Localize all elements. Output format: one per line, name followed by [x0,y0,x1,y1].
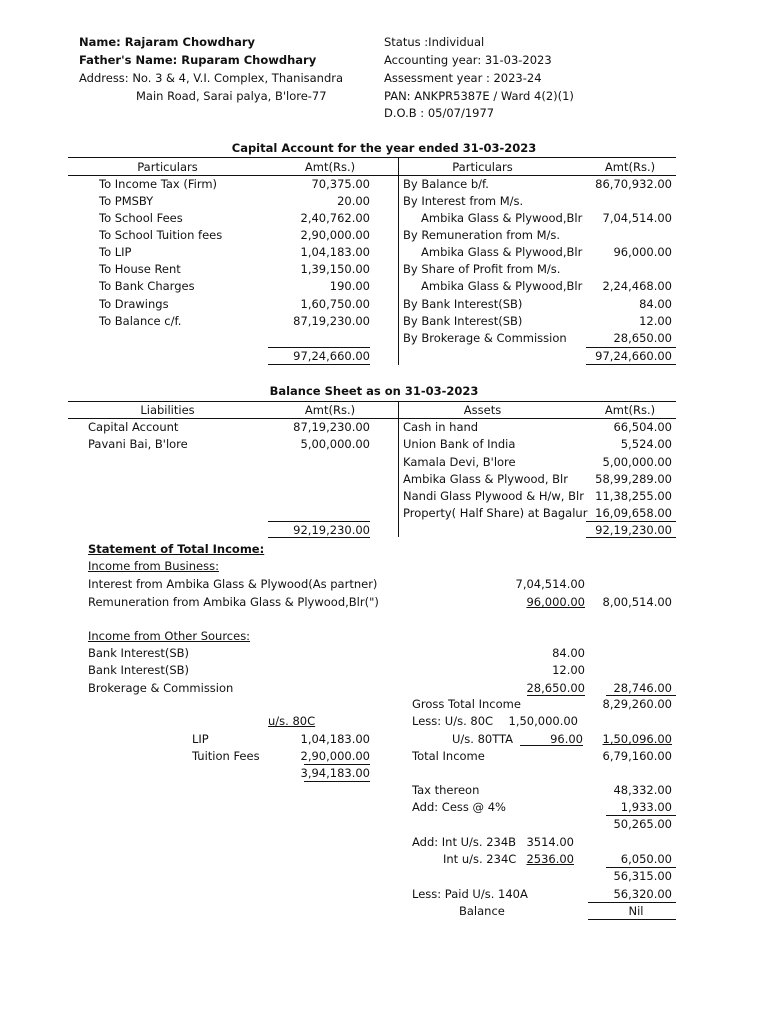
tax-cess-total: 50,265.00 [613,817,672,831]
date-of-birth: D.O.B : 05/07/1977 [384,106,495,120]
balance-header-top-rule [68,401,676,402]
balance-left-total-rule [268,521,370,522]
asset-amount: 11,38,255.00 [595,489,672,503]
capital-left-amount: 1,04,183.00 [300,245,370,259]
asset-label: Ambika Glass & Plywood, Blr [403,472,568,486]
balance-col-amt-left: Amt(Rs.) [304,403,356,417]
balance-total-right: 92,19,230.00 [595,523,672,537]
capital-right-label: Ambika Glass & Plywood,Blr [421,279,583,293]
status: Status :Individual [384,35,485,49]
interest-total-rule [606,867,676,868]
bank-interest-1-amount: 84.00 [552,646,585,660]
capital-right-label: By Interest from M/s. [403,194,524,208]
capital-right-label: By Balance b/f. [403,177,489,191]
total-income-label: Total Income [412,749,485,763]
80c-heading: u/s. 80C [268,714,316,728]
capital-right-amount: 84.00 [639,297,672,311]
tuition-label: Tuition Fees [192,749,260,763]
less-80c-amount: 1,50,000.00 [508,714,578,728]
business-total: 8,00,514.00 [602,595,672,609]
capital-right-label: By Brokerage & Commission [403,331,567,345]
lip-amount: 1,04,183.00 [300,732,370,746]
gross-total-income-label: Gross Total Income [412,697,521,711]
capital-left-label: To Income Tax (Firm) [99,177,218,191]
capital-left-total-rule [268,347,370,348]
capital-left-amount: 190.00 [329,279,370,293]
liability-amount: 87,19,230.00 [293,420,370,434]
capital-header-bottom-rule [68,175,676,176]
address-line-1: Address: No. 3 & 4, V.I. Complex, Thanisandra [79,71,344,85]
father-name: Father's Name: Ruparam Chowdhary [79,53,317,67]
capital-account-title: Capital Account for the year ended 31-03-2023 [231,141,537,155]
asset-label: Kamala Devi, B'lore [403,455,516,469]
balance-rule [588,902,676,903]
cess-amount: 1,933.00 [620,800,672,814]
asset-label: Union Bank of India [403,437,516,451]
asset-label: Nandi Glass Plywood & H/w, Blr [403,489,584,503]
liability-amount: 5,00,000.00 [300,437,370,451]
capital-total-left: 97,24,660.00 [293,349,370,363]
gross-total-income-amount: 8,29,260.00 [602,697,672,711]
80c-total: 3,94,183.00 [300,766,370,780]
capital-right-label: By Share of Profit from M/s. [403,262,561,276]
80tta-amount: 96.00 [550,732,583,746]
balance-underline [588,919,676,920]
other-sources-total: 28,746.00 [613,681,672,695]
other-sources-heading: Income from Other Sources: [88,629,251,643]
assessment-year: Assessment year : 2023-24 [384,71,542,85]
tax-label: Tax thereon [412,783,480,797]
capital-left-amount: 2,40,762.00 [300,211,370,225]
capital-right-amount: 28,650.00 [613,331,672,345]
deduction-rule [520,745,583,746]
capital-right-label: By Bank Interest(SB) [403,297,523,311]
int-234b-amount: 3514.00 [526,835,574,849]
bank-interest-2-label: Bank Interest(SB) [88,663,190,677]
liability-label: Capital Account [88,420,179,434]
accounting-year: Accounting year: 31-03-2023 [384,53,552,67]
balance-header-bottom-rule [68,418,676,419]
capital-right-amount: 7,04,514.00 [602,211,672,225]
capital-left-label: To Drawings [99,297,169,311]
capital-header-top-rule [68,157,676,158]
capital-total-right: 97,24,660.00 [595,349,672,363]
capital-left-amount: 20.00 [337,194,370,208]
assessee-name: Name: Rajaram Chowdhary [79,35,256,49]
capital-left-label: To School Tuition fees [99,228,223,242]
balance-col-amt-right: Amt(Rs.) [604,403,656,417]
capital-col-amt-right: Amt(Rs.) [604,160,656,174]
liability-label: Pavani Bai, B'lore [88,437,188,451]
paid-140a-label: Less: Paid U/s. 140A [412,887,528,901]
capital-col-particulars-left: Particulars [137,160,198,174]
interest-label: Interest from Ambika Glass & Plywood(As partner) [88,577,378,591]
cess-label: Add: Cess @ 4% [412,800,506,814]
brokerage-label: Brokerage & Commission [88,681,234,695]
capital-left-label: To PMSBY [99,194,154,208]
capital-right-label: Ambika Glass & Plywood,Blr [421,211,583,225]
int-234c-amount: 2536.00 [526,852,574,866]
balance-value: Nil [628,904,644,918]
capital-left-amount: 2,90,000.00 [300,228,370,242]
interest-total: 6,050.00 [620,852,672,866]
lip-label: LIP [192,732,209,746]
capital-col-amt-left: Amt(Rs.) [304,160,356,174]
asset-amount: 5,00,000.00 [602,455,672,469]
capital-right-label: By Bank Interest(SB) [403,314,523,328]
capital-right-total-underline [586,364,676,365]
int-234c-label: Int u/s. 234C [443,852,517,866]
capital-right-total-rule [586,347,676,348]
capital-left-amount: 87,19,230.00 [293,314,370,328]
interest-amount: 7,04,514.00 [515,577,585,591]
balance-col-assets: Assets [463,403,502,417]
80tta-label: U/s. 80TTA [452,732,514,746]
grand-total: 56,315.00 [613,869,672,883]
capital-left-label: To House Rent [99,262,181,276]
statement-title: Statement of Total Income: [88,542,265,556]
capital-right-amount: 86,70,932.00 [595,177,672,191]
balance-center-divider [398,401,399,537]
asset-amount: 16,09,658.00 [595,506,672,520]
balance-right-total-underline [586,537,676,538]
asset-label: Cash in hand [403,420,479,434]
business-heading: Income from Business: [88,559,219,573]
tax-cess-rule [606,815,676,816]
paid-140a-amount: 56,320.00 [613,887,672,901]
balance-label: Balance [459,904,505,918]
capital-left-label: To School Fees [99,211,183,225]
capital-right-label: Ambika Glass & Plywood,Blr [421,245,583,259]
capital-left-amount: 1,60,750.00 [300,297,370,311]
capital-right-amount: 96,000.00 [613,245,672,259]
balance-right-total-rule [586,521,676,522]
other-total-rule [606,695,676,696]
tax-amount: 48,332.00 [613,783,672,797]
bank-interest-2-amount: 12.00 [552,663,585,677]
balance-sheet-title: Balance Sheet as on 31-03-2023 [269,384,479,398]
deduction-total: 1,50,096.00 [602,732,672,746]
balance-col-liabilities: Liabilities [140,403,195,417]
capital-right-amount: 2,24,468.00 [602,279,672,293]
remuneration-amount: 96,000.00 [526,595,585,609]
asset-amount: 66,504.00 [613,420,672,434]
bank-interest-1-label: Bank Interest(SB) [88,646,190,660]
capital-right-label: By Remuneration from M/s. [403,228,561,242]
capital-col-particulars-right: Particulars [452,160,513,174]
int-234b-label: Add: Int U/s. 234B [412,835,517,849]
asset-amount: 5,524.00 [620,437,672,451]
other-sources-rule [527,695,585,696]
capital-left-amount: 1,39,150.00 [300,262,370,276]
remuneration-label: Remuneration from Ambika Glass & Plywood,Blr(") [88,595,379,609]
balance-total-left: 92,19,230.00 [293,523,370,537]
80c-total-rule [304,764,370,765]
capital-left-label: To Balance c/f. [99,314,182,328]
80c-total-underline [304,781,370,782]
address-line-2: Main Road, Sarai palya, B'lore-77 [136,89,327,103]
capital-right-amount: 12.00 [639,314,672,328]
capital-left-amount: 70,375.00 [311,177,370,191]
asset-amount: 58,99,289.00 [595,472,672,486]
balance-left-total-underline [268,537,370,538]
brokerage-amount: 28,650.00 [526,681,585,695]
total-income-amount: 6,79,160.00 [602,749,672,763]
capital-center-divider [398,157,399,365]
tuition-amount: 2,90,000.00 [300,749,370,763]
capital-left-label: To Bank Charges [99,279,195,293]
pan-ward: PAN: ANKPR5387E / Ward 4(2)(1) [384,89,574,103]
capital-left-total-underline [268,364,370,365]
less-80c-label: Less: U/s. 80C [412,714,494,728]
capital-left-label: To LIP [99,245,132,259]
asset-label: Property( Half Share) at Bagalur [403,506,588,520]
